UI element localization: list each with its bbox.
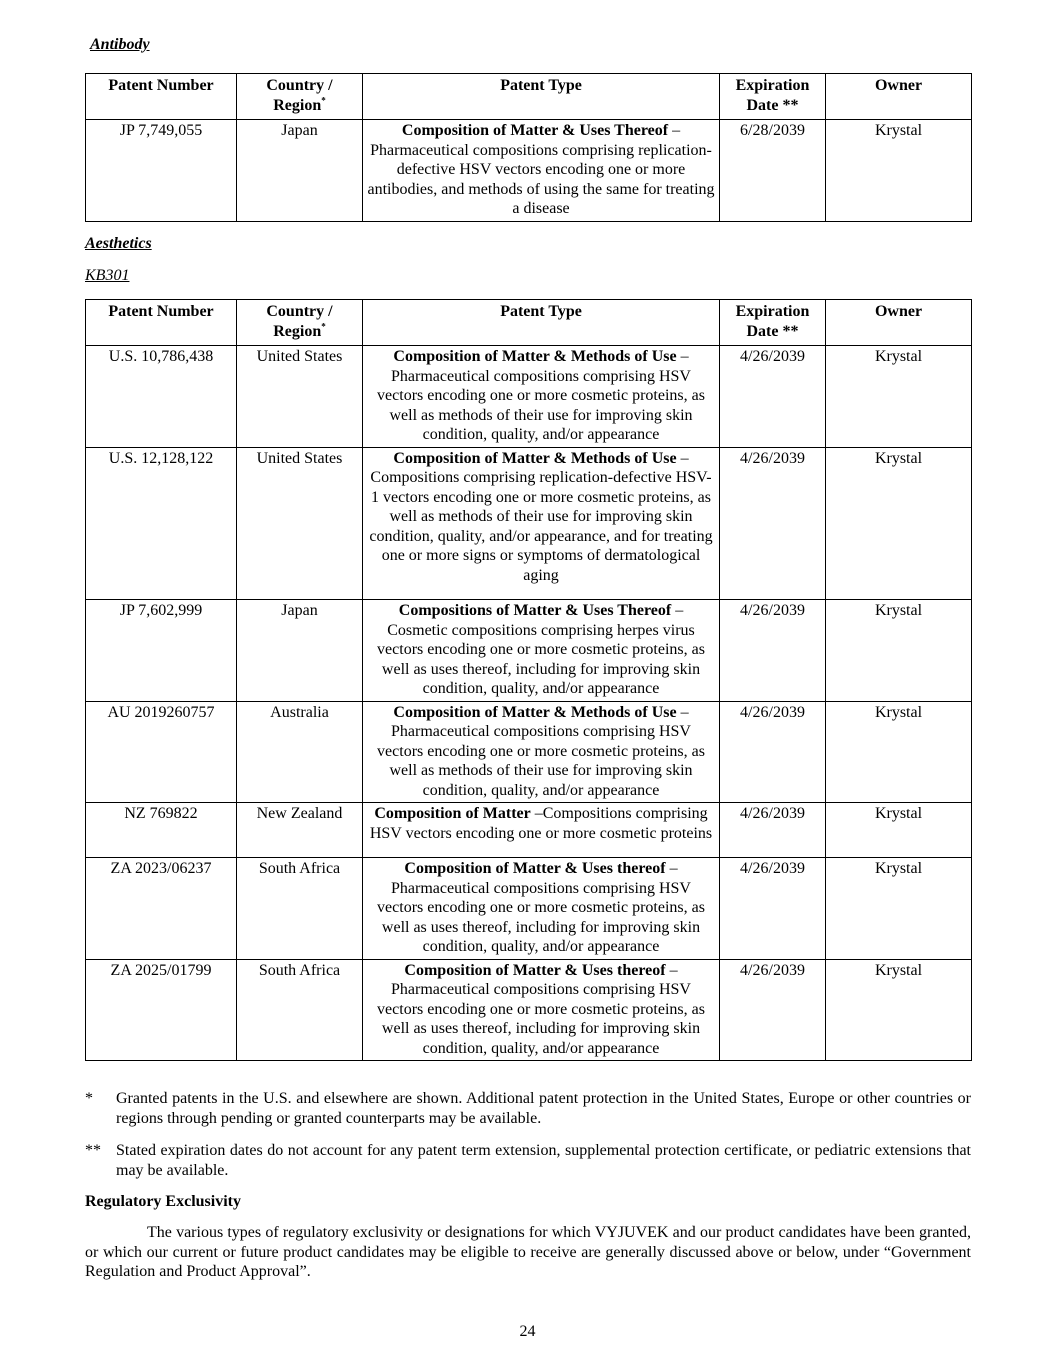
header-owner: Owner — [826, 74, 972, 120]
cell-patent-type — [363, 600, 720, 702]
patent-type-title: Composition of Matter & Uses thereof — [404, 961, 666, 979]
cell-expiration-date: 4/26/2039 — [720, 600, 826, 702]
regulatory-heading: Regulatory Exclusivity — [85, 1193, 241, 1210]
table-row — [86, 447, 972, 600]
header-patent-type: Patent Type — [363, 74, 720, 120]
cell-country: New Zealand — [237, 803, 363, 858]
header-country-label: Country / Region — [266, 77, 333, 114]
header-owner: Owner — [826, 300, 972, 346]
patent-type-title: Composition of Matter & Methods of Use — [393, 703, 677, 721]
cell-country: South Africa — [237, 959, 363, 1061]
cell-patent-type — [363, 959, 720, 1061]
cell-owner: Krystal — [826, 346, 972, 448]
cell-patent-number: JP 7,602,999 — [86, 600, 237, 702]
table-row — [86, 959, 972, 1061]
cell-patent-type — [363, 447, 720, 600]
patent-type-title: Composition of Matter & Uses thereof — [404, 860, 666, 877]
cell-country: South Africa — [237, 858, 363, 960]
header-expiration-date: Expiration Date ** — [720, 300, 826, 346]
patent-type-description: – Cosmetic compositions comprising herpes virus vectors encoding one or more cosmetic proteins, as well as uses thereof, including for improving skin condition, quality, and/or appearance — [377, 602, 709, 697]
header-patent-type: Patent Type — [363, 300, 720, 346]
antibody-heading: Antibody — [90, 36, 150, 53]
cell-expiration-date: 6/28/2039 — [720, 120, 826, 222]
page-number: 24 — [519, 1323, 536, 1340]
cell-expiration-date: 4/26/2039 — [720, 803, 826, 858]
cell-patent-type — [363, 803, 720, 858]
header-country-region — [237, 74, 363, 120]
patent-type-description: – Pharmaceutical compositions comprising HSV vectors encoding one or more cosmetic proteins, as well as methods of their use for improving skin condition, quality, and/or appearance — [377, 348, 709, 443]
patent-type-description: – Pharmaceutical compositions comprising HSV vectors encoding one or more cosmetic proteins, as well as methods of their use for improving skin condition, quality, and/or appearance — [377, 703, 709, 799]
footnote-mark: * — [321, 95, 326, 106]
cell-expiration-date: 4/26/2039 — [720, 447, 826, 600]
header-patent-number: Patent Number — [86, 74, 237, 120]
kb301-patent-table — [85, 299, 972, 1061]
table-header-row — [86, 74, 972, 120]
patent-type-description: – Pharmaceutical compositions comprising replication-defective HSV vectors encoding one or more antibodies, and methods of using the same for treating a disease — [367, 122, 719, 217]
cell-owner: Krystal — [826, 858, 972, 960]
cell-country: United States — [237, 447, 363, 600]
patent-type-title: Compositions of Matter & Uses Thereof — [398, 602, 672, 619]
aesthetics-heading: Aesthetics — [85, 235, 152, 252]
patent-type-title: Composition of Matter — [374, 805, 531, 822]
cell-patent-type — [363, 858, 720, 960]
patent-type-title: Composition of Matter & Methods of Use — [393, 449, 677, 467]
table-row — [86, 346, 972, 448]
cell-patent-number: ZA 2023/06237 — [86, 858, 237, 960]
patent-type-description: – Compositions comprising replication-defective HSV-1 vectors encoding one or more cosmetic proteins, as well as methods of their use for improving skin condition, quality, and/or appearance, and for treating one or more signs or symptoms of dermatological aging — [369, 449, 717, 584]
patent-type-description: –Compositions comprising HSV vectors encoding one or more cosmetic proteins — [369, 805, 713, 842]
header-patent-number: Patent Number — [86, 300, 237, 346]
footnote-single-star — [85, 1089, 971, 1128]
cell-expiration-date: 4/26/2039 — [720, 959, 826, 1061]
cell-expiration-date: 4/26/2039 — [720, 346, 826, 448]
cell-owner: Krystal — [826, 600, 972, 702]
cell-patent-type — [363, 701, 720, 803]
cell-patent-number: U.S. 12,128,122 — [86, 447, 237, 600]
cell-patent-type — [363, 346, 720, 448]
patent-type-description: – Pharmaceutical compositions comprising HSV vectors encoding one or more cosmetic proteins, as well as uses thereof, including for improving skin condition, quality, and/or appearance — [377, 961, 709, 1057]
cell-owner: Krystal — [826, 120, 972, 222]
footnote-mark: * — [85, 1090, 93, 1107]
cell-patent-number: U.S. 10,786,438 — [86, 346, 237, 448]
footnote-double-star — [85, 1141, 971, 1180]
cell-patent-number: AU 2019260757 — [86, 701, 237, 803]
footnote-text: Granted patents in the U.S. and elsewhere are shown. Additional patent protection in the United States, Europe or other countries or regions through pending or granted counterparts may be available. — [116, 1090, 971, 1127]
table-row — [86, 701, 972, 803]
cell-expiration-date: 4/26/2039 — [720, 701, 826, 803]
cell-patent-type — [363, 120, 720, 222]
table-row — [86, 803, 972, 858]
footnote-mark: * — [321, 321, 326, 332]
header-expiration-date: Expiration Date ** — [720, 74, 826, 120]
cell-owner: Krystal — [826, 959, 972, 1061]
cell-country: United States — [237, 346, 363, 448]
cell-patent-number: JP 7,749,055 — [86, 120, 237, 222]
table-row — [86, 858, 972, 960]
regulatory-paragraph: The various types of regulatory exclusivity or designations for which VYJUVEK and our product candidates have been granted, or which our current or future product candidates may be eligible to receive are generally discussed above or below, under “Government Regulation and Product Approval”. — [85, 1224, 971, 1280]
cell-patent-number: NZ 769822 — [86, 803, 237, 858]
footnote-text: Stated expiration dates do not account for any patent term extension, supplemental protection certificate, or pediatric extensions that may be available. — [116, 1142, 971, 1179]
cell-country: Japan — [237, 120, 363, 222]
antibody-patent-table — [85, 73, 972, 222]
table-row — [86, 600, 972, 702]
cell-owner: Krystal — [826, 447, 972, 600]
cell-expiration-date: 4/26/2039 — [720, 858, 826, 960]
cell-country: Japan — [237, 600, 363, 702]
cell-owner: Krystal — [826, 701, 972, 803]
footnote-mark: ** — [85, 1142, 101, 1159]
cell-patent-number: ZA 2025/01799 — [86, 959, 237, 1061]
patent-type-title: Composition of Matter & Methods of Use — [393, 348, 677, 365]
table-row — [86, 120, 972, 222]
cell-owner: Krystal — [826, 803, 972, 858]
header-country-region — [237, 300, 363, 346]
kb301-heading: KB301 — [85, 267, 130, 284]
table-header-row — [86, 300, 972, 346]
cell-country: Australia — [237, 701, 363, 803]
patent-type-description: – Pharmaceutical compositions comprising HSV vectors encoding one or more cosmetic proteins, as well as uses thereof, including for improving skin condition, quality, and/or appearance — [377, 860, 709, 955]
patent-type-title: Composition of Matter & Uses Thereof — [401, 122, 669, 139]
header-country-label: Country / Region — [266, 303, 333, 340]
